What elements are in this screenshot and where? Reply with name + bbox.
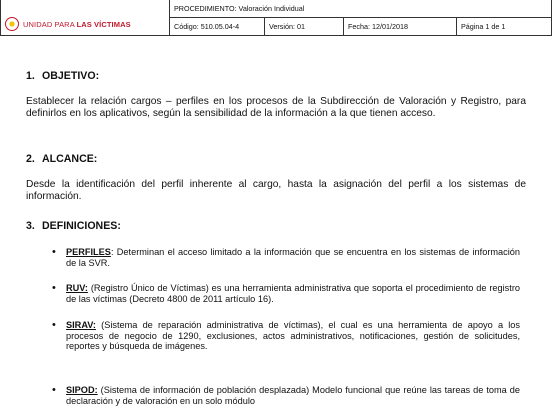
- section-heading-alcance: 2. ALCANCE:: [26, 153, 98, 165]
- section-heading-definiciones: 3. DEFINICIONES:: [26, 220, 121, 232]
- document-version: Versión: 01: [265, 18, 344, 36]
- organization-logo: [5, 17, 165, 35]
- definition-item: • RUV: (Registro Único de Víctimas) es una herramienta administrativa que soporta el procedimiento de registro de las víctimas (Decreto 4800 de 2011 artículo 16).: [66, 283, 520, 304]
- document-date: Fecha: 12/01/2018: [344, 18, 457, 36]
- definition-item: • PERFILES: Determinan el acceso limitado a la información que se encuentra en los sistemas de información de la SVR.: [66, 247, 520, 268]
- definition-item: • SIRAV: (Sistema de reparación administrativa de víctimas), el cual es una herramienta de apoyo a los procesos de negocio de 1290, exclusiones, actos administrativos, notificaciones, gestión de solicitudes, reportes y búsqueda de imágenes.: [66, 320, 520, 352]
- seal-icon: [5, 17, 19, 31]
- page-number: Página 1 de 1: [457, 18, 552, 36]
- logo-text: UNIDAD PARA LAS VÍCTIMAS: [23, 19, 131, 29]
- header-table: [0, 0, 552, 36]
- logo-cell: [1, 0, 170, 36]
- scope-text: Desde la identificación del perfil inherente al cargo, hasta la asignación del perfil a los sistemas de información.: [26, 179, 526, 202]
- document-code: Código: 510.05.04-4: [170, 18, 265, 36]
- section-heading-objetivo: 1. OBJETIVO:: [26, 70, 100, 82]
- objective-text: Establecer la relación cargos – perfiles en los procesos de la Subdirección de Valoración y Registro, para definirlos en los aplicativos, según la sensibilidad de la información a la que tienen acceso.: [26, 96, 526, 119]
- definition-item: • SIPOD: (Sistema de información de población desplazada) Modelo funcional que reúne las tareas de toma de declaración y de valoración en un solo módulo: [66, 385, 520, 406]
- document-header: [0, 0, 560, 46]
- procedure-title: PROCEDIMIENTO: Valoración Individual: [170, 0, 552, 18]
